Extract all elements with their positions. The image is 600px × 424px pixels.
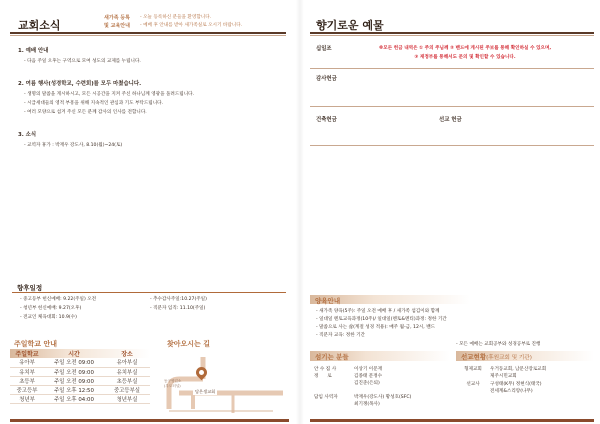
- server-names: 최기쟁(목사): [354, 402, 380, 407]
- column-header: 주일학교: [15, 351, 39, 358]
- header-rule-thin: [10, 35, 286, 36]
- news-heading: 3. 소식: [18, 132, 37, 138]
- nurture-list: [316, 308, 447, 339]
- server-names: 박재우(강도사) 황성호(SFC): [354, 395, 412, 400]
- mission-title-suffix: (후원교회 및 기관): [486, 355, 532, 361]
- mission-name: 제주시민교회: [490, 374, 517, 379]
- upcoming-item: - 전교인 체육대회: 10.9(수): [20, 315, 77, 320]
- map-title: 찾아오시는 길: [167, 340, 211, 348]
- offering-row-rule: [310, 145, 594, 146]
- mission-name: 우거동교회, 남문산장로교회: [490, 367, 547, 372]
- header-rule-thin: [310, 35, 594, 36]
- header-notes: [140, 14, 242, 30]
- mission-name: 전세계&스리랑(나무): [490, 389, 533, 394]
- upcoming-item: - 추수감사주일:10.27(주일): [150, 297, 207, 302]
- left-page: [0, 0, 293, 424]
- news-line: - 생명의 말씀을 게시하시고, 모든 시공간을 지켜 주신 하나님께 영광을 돌려드립니다.: [24, 92, 195, 97]
- upcoming-right: [150, 296, 207, 312]
- server-role: 담임 사역자: [314, 395, 338, 400]
- server-role: [314, 380, 354, 387]
- news-heading: 1. 예배 안내: [18, 48, 49, 54]
- nurture-title: 양육안내: [315, 297, 341, 305]
- offering-row-rule: [310, 68, 594, 69]
- header-note: - 예배 후 안내를 받아 새가족실로 오시기 바랍니다.: [140, 23, 243, 28]
- mission-group-label: 형제교회: [464, 367, 482, 372]
- page-title: 교회소식: [18, 19, 61, 32]
- table-row: [10, 394, 150, 403]
- table-cell: 유아부실: [116, 360, 138, 367]
- page-title: 향기로운 예물: [316, 19, 384, 32]
- news-heading: 2. 여름 행사(성경학교, 수련회)를 모두 마쳤습니다.: [18, 81, 142, 87]
- mission-title: [461, 352, 532, 361]
- offering-note: ※모든 헌금 내역은 ① 주의 주님께 ② 밴드에 게시된 주보를 통해 확인하실 수 있으며,: [378, 46, 552, 51]
- upcoming-item: - 중고등부 헌신예배: 9.22(주일) 오전: [20, 297, 97, 302]
- news-line: - 여러 모양으로 섬겨 주신 모든 분께 감사의 인사를 전합니다.: [24, 110, 147, 115]
- server-names: 김진준(은퇴): [354, 381, 380, 386]
- nurture-line: - 말씀으로 사는 삶(계절 성경 적용): 매주 월-금, 12시, 밴드: [316, 325, 436, 330]
- table-row: [10, 358, 150, 367]
- table-cell: 중고등부실: [113, 387, 141, 394]
- table-cell: 주일 오전 09:00: [54, 378, 94, 385]
- table-cell: 유치부: [19, 369, 35, 376]
- table-cell: 주일 오전 09:00: [54, 369, 94, 376]
- map: [163, 349, 289, 415]
- table-cell: 초등부: [19, 378, 35, 385]
- mission-title-main: 선교현황: [461, 353, 487, 361]
- sunday-school-table: [10, 349, 150, 404]
- servers-title: 섬기는 분들: [315, 353, 349, 361]
- server-names: 김종태 문정수: [354, 374, 383, 379]
- upcoming-rule: [12, 292, 286, 293]
- server-role: 정 로: [314, 374, 332, 379]
- offering-note: ③ 재정부를 통해서도 문의 및 확인할 수 있습니다.: [414, 55, 516, 60]
- mission-group: [456, 381, 594, 395]
- right-page: [304, 0, 600, 424]
- header-note: - 오늘 등록하신 분들을 환영합니다.: [140, 15, 212, 20]
- tag-education: 및 교육안내: [104, 23, 130, 29]
- news-line: - 다음 주일 오후는 구역으로 모여 성도의 교제를 누립니다.: [24, 59, 141, 64]
- upcoming-left: [20, 296, 96, 321]
- server-role: [314, 401, 354, 408]
- map-side-label: 동구영업소 (우도터널): [164, 379, 182, 388]
- page-fold: [296, 0, 304, 424]
- servers-list: [314, 366, 454, 408]
- news-section: [18, 46, 286, 149]
- server-row: [314, 387, 454, 394]
- mission-name: 구성태(K무) 정현식(태국): [490, 382, 542, 387]
- header-tags: [93, 14, 141, 30]
- offering-notes: [340, 44, 590, 62]
- table-cell: 주일 오후 12:50: [54, 387, 94, 394]
- table-row: [10, 367, 150, 376]
- offering-label: 선교 헌금: [439, 117, 462, 123]
- right-bottom-bar: [310, 419, 594, 422]
- table-row: [10, 385, 150, 394]
- offering-label: 십일조: [316, 46, 332, 52]
- server-row: [314, 373, 454, 380]
- nurture-extra: - 모든 예배는 교회공부와 성경공부로 진행: [456, 342, 541, 347]
- offering-label: 건축헌금: [316, 117, 337, 123]
- mission-group: [456, 366, 594, 380]
- nurture-line: - 새가족 양육(5주): 주일 오전 예배 후 / 새가족 섬김이와 함께: [316, 309, 440, 314]
- table-cell: 유아부: [19, 360, 35, 367]
- table-cell: 초등부실: [116, 378, 138, 385]
- column-header: 시간: [68, 351, 80, 358]
- mission-group-label: 선교사: [466, 382, 480, 387]
- upcoming-item: - 직분자 임직: 11.10(주일): [150, 306, 206, 311]
- upcoming-item: - 청년부 헌신예배: 9.27(오후): [20, 306, 82, 311]
- left-bottom-bar: [10, 419, 289, 422]
- church-marker-label: 담은생교회: [195, 389, 216, 394]
- table-cell: 청년부실: [116, 396, 138, 403]
- server-row: [314, 401, 454, 408]
- upcoming-title: 향후일정: [17, 284, 43, 292]
- server-row: [314, 380, 454, 387]
- table-cell: 주일 오전 09:00: [54, 360, 94, 367]
- mission-groups: [456, 366, 594, 395]
- table-cell: 청년부: [19, 396, 35, 403]
- table-cell: 중고등부: [16, 387, 38, 394]
- offering-label: 감사헌금: [316, 76, 337, 82]
- server-names: 이상기 이문재: [354, 367, 383, 372]
- server-role: [314, 387, 354, 394]
- header-rule: [10, 32, 286, 34]
- server-row: [314, 366, 454, 373]
- sunday-school-title: 주일학교 안내: [14, 340, 58, 348]
- server-row: [314, 394, 454, 401]
- table-cell: 유치부실: [116, 369, 138, 376]
- news-line: - 교역자 휴가 : 박재우 강도사, 8.10(월)~24(토): [24, 143, 123, 148]
- news-line: - 시급세대들의 영적 부흥을 위해 지속적인 관심과 기도 부탁드립니다.: [24, 101, 164, 106]
- table-cell: 주일 오후 04:00: [54, 396, 94, 403]
- nurture-line: - 직분자 교육: 정한 기간: [316, 333, 365, 338]
- offering-row-rule: [310, 106, 594, 107]
- table-row: [10, 376, 150, 385]
- server-role: 안 수 집 사: [314, 367, 337, 372]
- nurture-line: - 일대일 멘토교육과정(10주)/ 일대일(멘토&멘티)과정: 정한 기간: [316, 317, 447, 322]
- column-header: 장소: [121, 351, 133, 358]
- tag-registration: 새가족 등록: [104, 15, 130, 21]
- header-rule: [310, 32, 594, 34]
